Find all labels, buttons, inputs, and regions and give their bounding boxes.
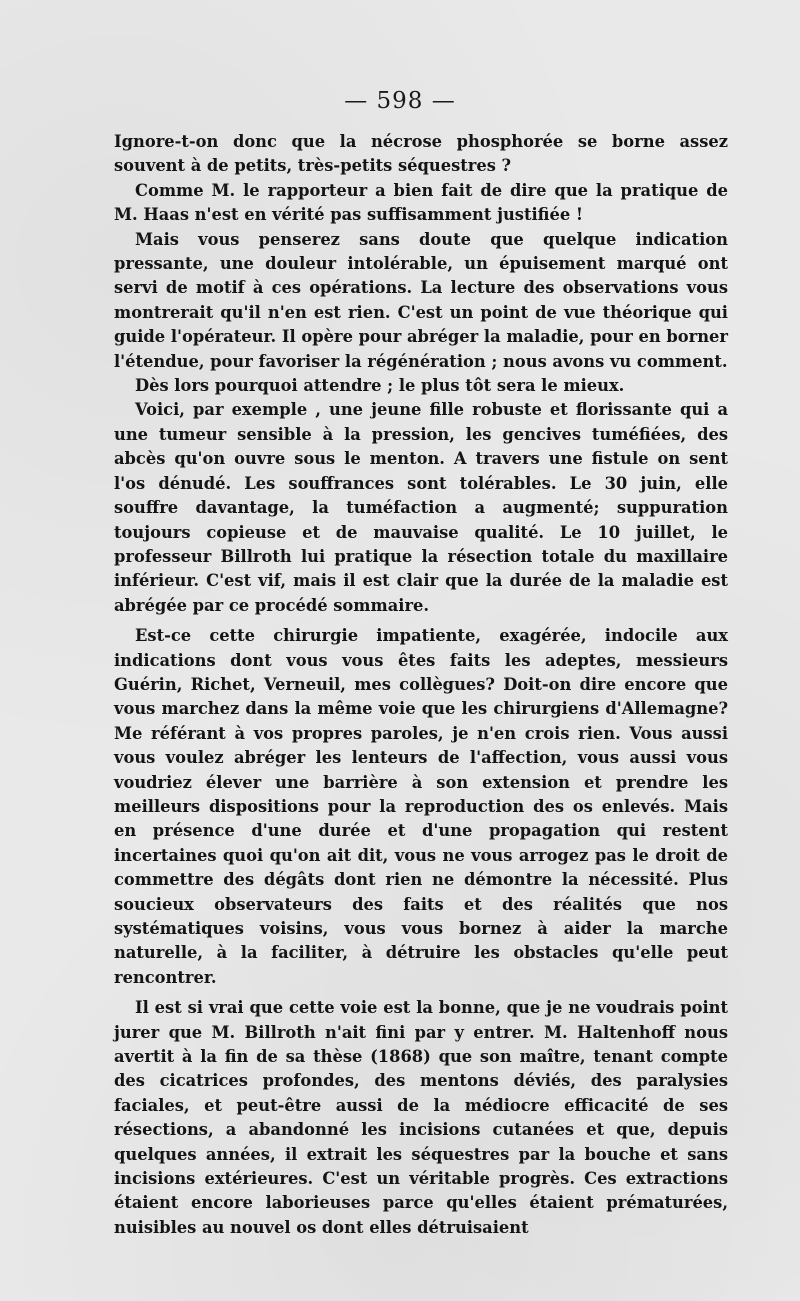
text-body — [114, 130, 728, 1240]
paragraph-3: Mais vous penserez sans doute que quelque indication pressante, une douleur intolérable, un épuisement marqué ont servi de motif à ces opérations. La lecture des observations vous montrerait qu'il n'en est rien. C'est un point de vue théorique qui guide l'opérateur. Il opère pour abréger la maladie, pour en borner l'étendue, pour favoriser la régénération ; nous avons vu comment. — [114, 229, 728, 371]
paragraph-2: Comme M. le rapporteur a bien fait de dire que la pratique de M. Haas n'est en vérité pas suffisamment justifiée ! — [114, 180, 728, 225]
paragraph-6: Est-ce cette chirurgie impatiente, exagérée, indocile aux indications dont vous vous êtes faits les adeptes, messieurs Guérin, Richet, Verneuil, mes collègues? Doit-on dire encore que vous marchez dans la même voie que les chirurgiens d'Allemagne? Me référant à vos propres paroles, je n'en crois rien. Vous aussi vous voulez abréger les lenteurs de l'affection, vous aussi vous voudriez élever une barrière à son extension et prendre les meilleurs dispositions pour la reproduction des os enlevés. Mais en présence d'une durée et d'une propagation qui restent incertaines quoi qu'on ait dit, vous ne vous arrogez pas le droit de commettre des dégâts dont rien ne démontre la nécessité. Plus soucieux observateurs des faits et des réalités que nos systématiques voisins, vous vous bornez à aider la marche naturelle, à la faciliter, à détruire les obstacles qu'elle peut rencontrer. — [114, 626, 728, 987]
paragraph-1: Ignore-t-on donc que la nécrose phosphorée se borne assez souvent à de petits, très-petits séquestres ? — [114, 132, 728, 176]
paragraph-5: Voici, par exemple , une jeune fille robuste et florissante qui a une tumeur sensible à la pression, les gencives tuméfiées, des abcès qu'on ouvre sous le menton. A travers une fistule on sent l'os dénudé. Les souffrances sont tolérables. Le 30 juin, elle souffre davantage, la tuméfaction a augmenté; suppuration toujours copieuse et de mauvaise qualité. Le 10 juillet, le professeur Billroth lui pratique la résection totale du maxillaire inférieur. C'est vif, mais il est clair que la durée de la maladie est abrégée par ce procédé sommaire. — [114, 400, 728, 615]
paragraph-4: Dès lors pourquoi attendre ; le plus tôt sera le mieux. — [135, 376, 625, 396]
paragraph-7: Il est si vrai que cette voie est la bonne, que je ne voudrais point jurer que M. Billroth n'ait fini par y entrer. M. Haltenhoff nous avertit à la fin de sa thèse (1868) que son maître, tenant compte des cicatrices profondes, des mentons déviés, des paralysies faciales, et peut-être aussi de la médiocre efficacité de ses résections, a abandonné les incisions cutanées et que, depuis quelques années, il extrait les séquestres par la bouche et sans incisions extérieures. C'est un véritable progrès. Ces extractions étaient encore laborieuses parce qu'elles étaient prématurées, nuisibles au nouvel os dont elles détruisaient — [114, 998, 728, 1237]
page-number: — 598 — — [344, 88, 456, 114]
